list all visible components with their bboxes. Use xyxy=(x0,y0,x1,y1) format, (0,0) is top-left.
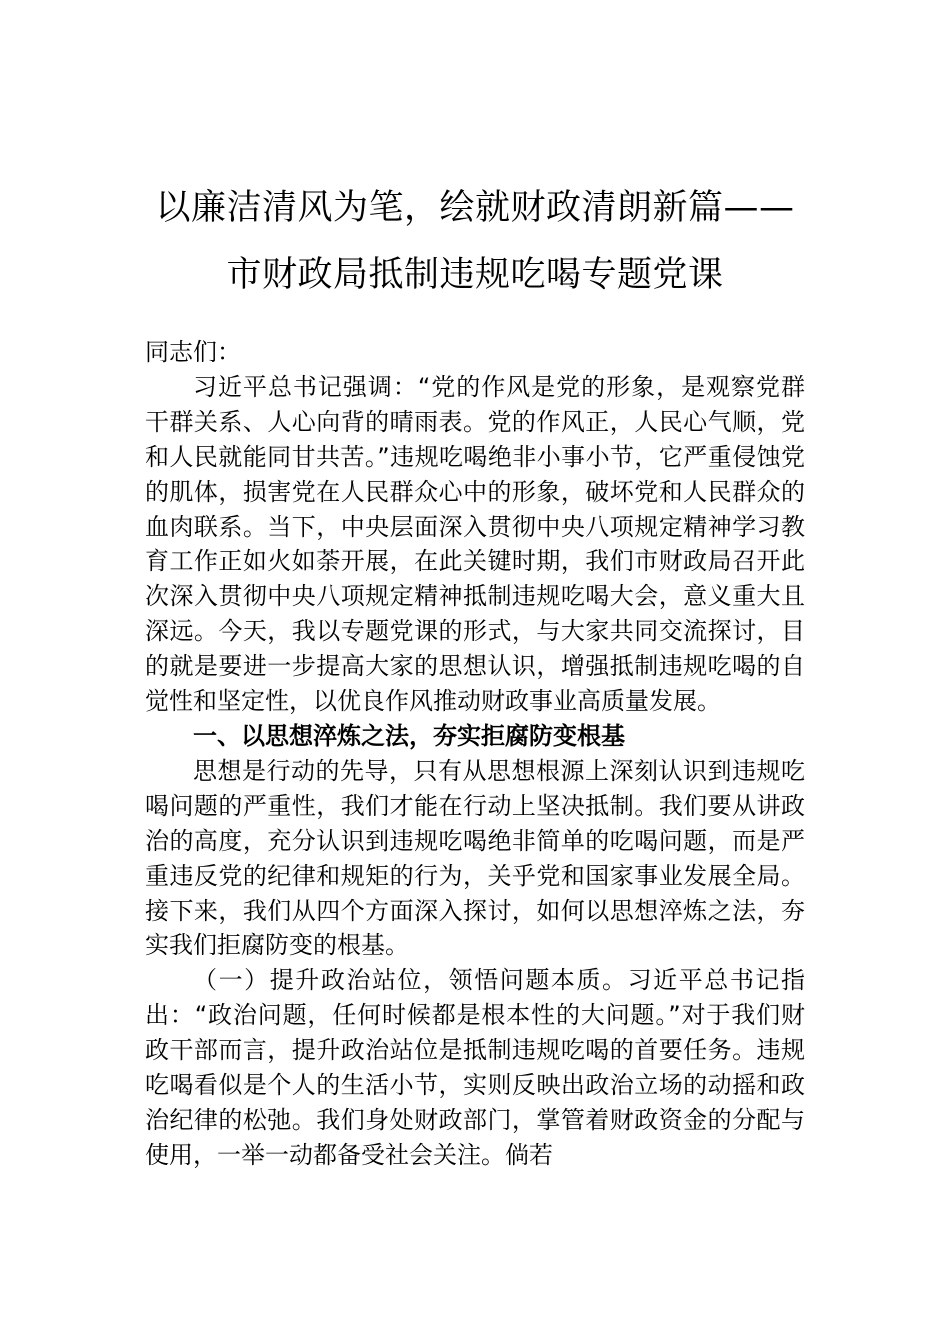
document-body xyxy=(145,335,805,1173)
paragraph-intro: 习近平总书记强调：“党的作风是党的形象，是观察党群干群关系、人心向背的晴雨表。党的作风正，人民心气顺，党和人民就能同甘共苦。”违规吃喝绝非小事小节，它严重侵蚀党的肌体，损害党在人民群众心中的形象，破坏党和人民群众的血肉联系。当下，中央层面深入贯彻中央八项规定精神学习教育工作正如火如荼开展，在此关键时期，我们市财政局召开此次深入贯彻中央八项规定精神抵制违规吃喝大会，意义重大且深远。今天，我以专题党课的形式，与大家共同交流探讨，目的就是要进一步提高大家的思想认识，增强抵制违规吃喝的自觉性和坚定性，以优良作风推动财政事业高质量发展。 xyxy=(145,372,805,716)
section-heading-1: 一、以思想淬炼之法，夯实拒腐防变根基 xyxy=(193,721,625,750)
paragraph-subsection-1: （一）提升政治站位，领悟问题本质。习近平总书记指出：“政治问题，任何时候都是根本性的大问题。”对于我们财政干部而言，提升政治站位是抵制违规吃喝的首要任务。违规吃喝看似是个人的生活小节，实则反映出政治立场的动摇和政治纪律的松弛。我们身处财政部门，掌管着财政资金的分配与使用，一举一动都备受社会关注。倘若 xyxy=(145,966,805,1169)
salutation: 同志们： xyxy=(145,338,241,366)
paragraph-section1-intro: 思想是行动的先导，只有从思想根源上深刻认识到违规吃喝问题的严重性，我们才能在行动上坚决抵制。我们要从讲政治的高度，充分认识到违规吃喝绝非简单的吃喝问题，而是严重违反党的纪律和规矩的行为，关乎党和国家事业发展全局。接下来，我们从四个方面深入探讨，如何以思想淬炼之法，夯实我们拒腐防变的根基。 xyxy=(145,756,805,960)
title-line-2: 市财政局抵制违规吃喝专题党课 xyxy=(226,255,724,295)
title-line-1: 以廉洁清风为笔，绘就财政清朗新篇—— xyxy=(155,188,795,228)
